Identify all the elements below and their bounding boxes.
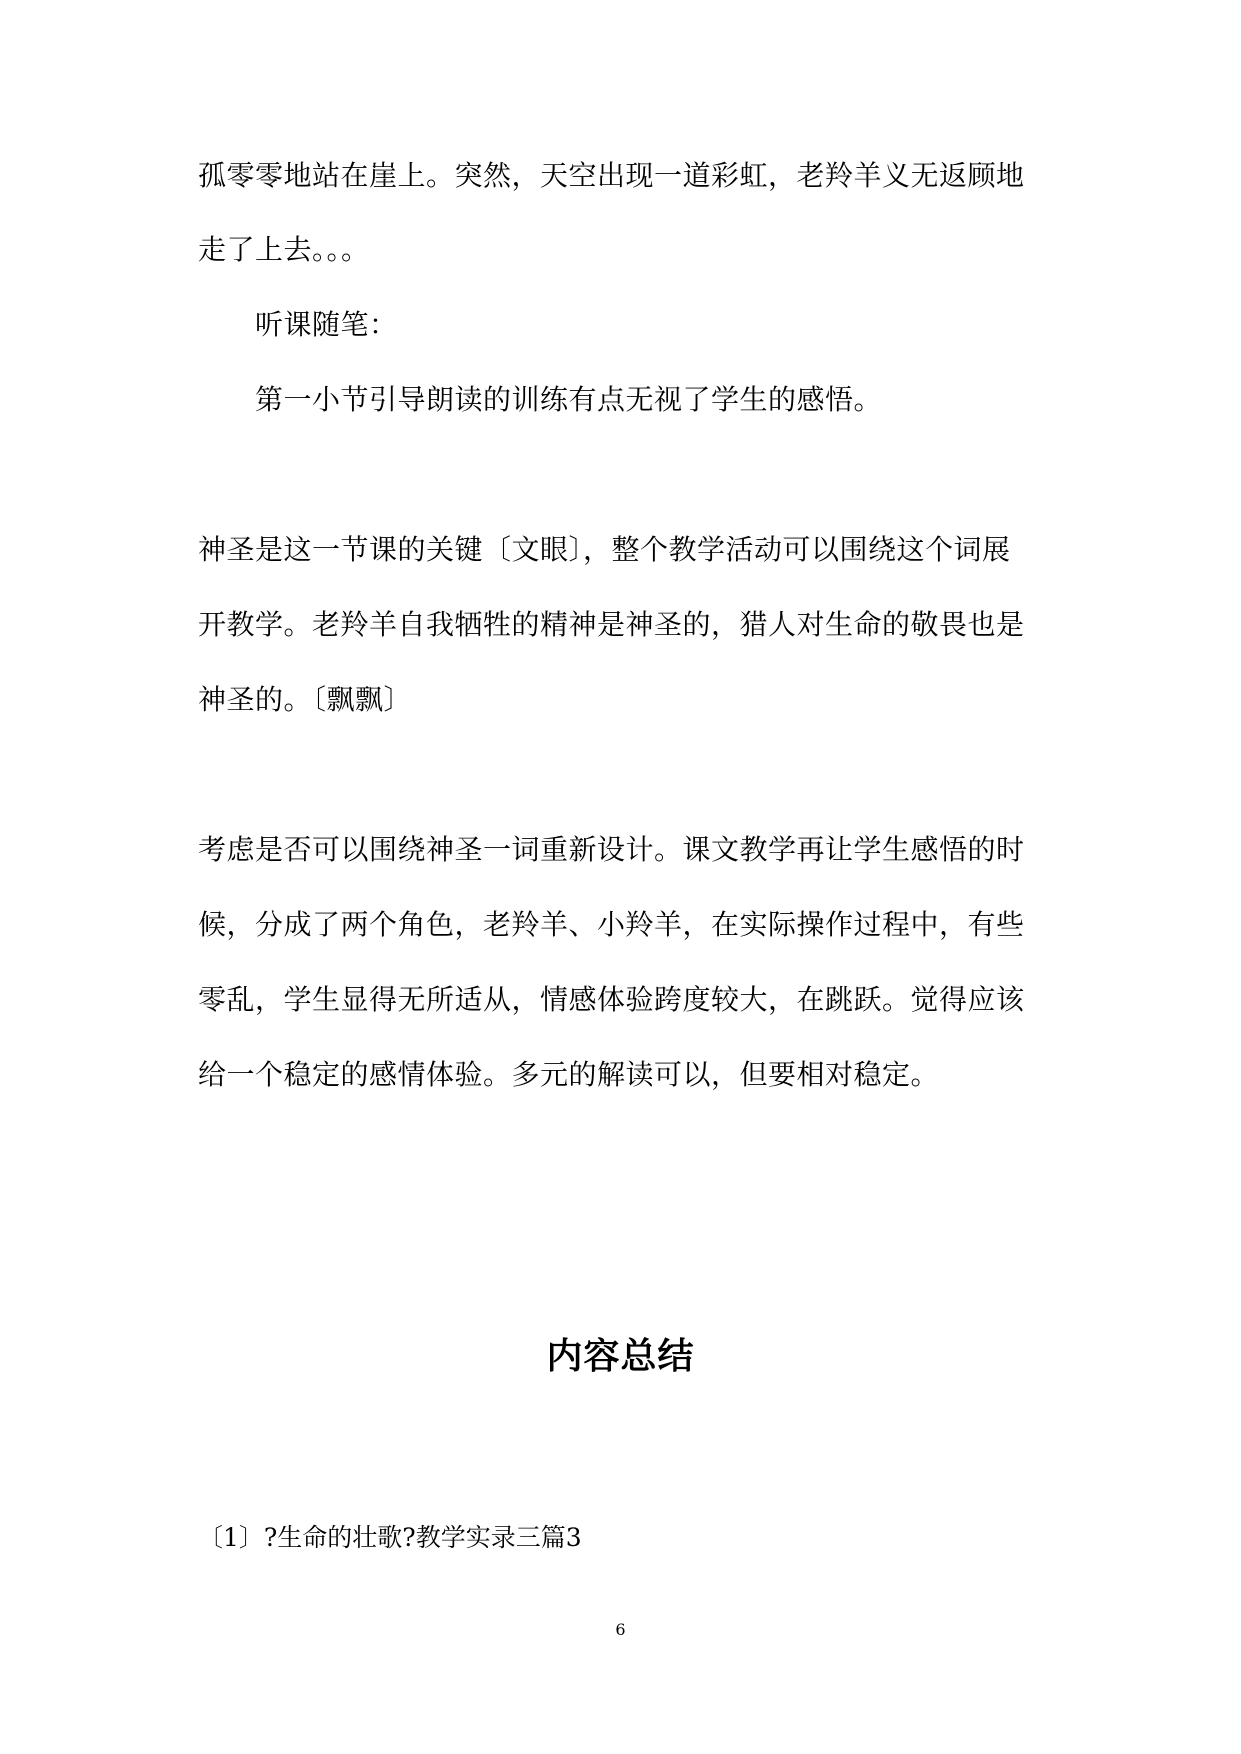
text-line: 候，分成了两个角色，老羚羊、小羚羊，在实际操作过程中，有些 bbox=[198, 908, 1025, 941]
summary-item: 〔1〕?生命的壮歌?教学实录三篇3 bbox=[198, 1523, 582, 1552]
text-line: 孤零零地站在崖上。突然，天空出现一道彩虹，老羚羊义无返顾地 bbox=[198, 159, 1025, 192]
text-line: 神圣是这一节课的关键〔文眼〕，整个教学活动可以围绕这个词展 bbox=[198, 533, 1011, 566]
text-line: 开教学。老羚羊自我牺牲的精神是神圣的，猎人对生命的敬畏也是 bbox=[198, 608, 1025, 641]
text-line: 听课随笔： bbox=[255, 308, 398, 341]
text-line: 第一小节引导朗读的训练有点无视了学生的感悟。 bbox=[255, 383, 883, 416]
page-number: 6 bbox=[615, 1620, 626, 1639]
text-line: 神圣的。〔飘飘〕 bbox=[198, 683, 413, 716]
text-line: 给一个稳定的感情体验。多元的解读可以，但要相对稳定。 bbox=[198, 1058, 940, 1091]
text-line: 走了上去。。。 bbox=[198, 233, 370, 266]
text-line: 零乱，学生显得无所适从，情感体验跨度较大，在跳跃。觉得应该 bbox=[198, 983, 1025, 1016]
summary-heading: 内容总结 bbox=[546, 1335, 695, 1377]
text-line: 考虑是否可以围绕神圣一词重新设计。课文教学再让学生感悟的时 bbox=[198, 833, 1025, 866]
